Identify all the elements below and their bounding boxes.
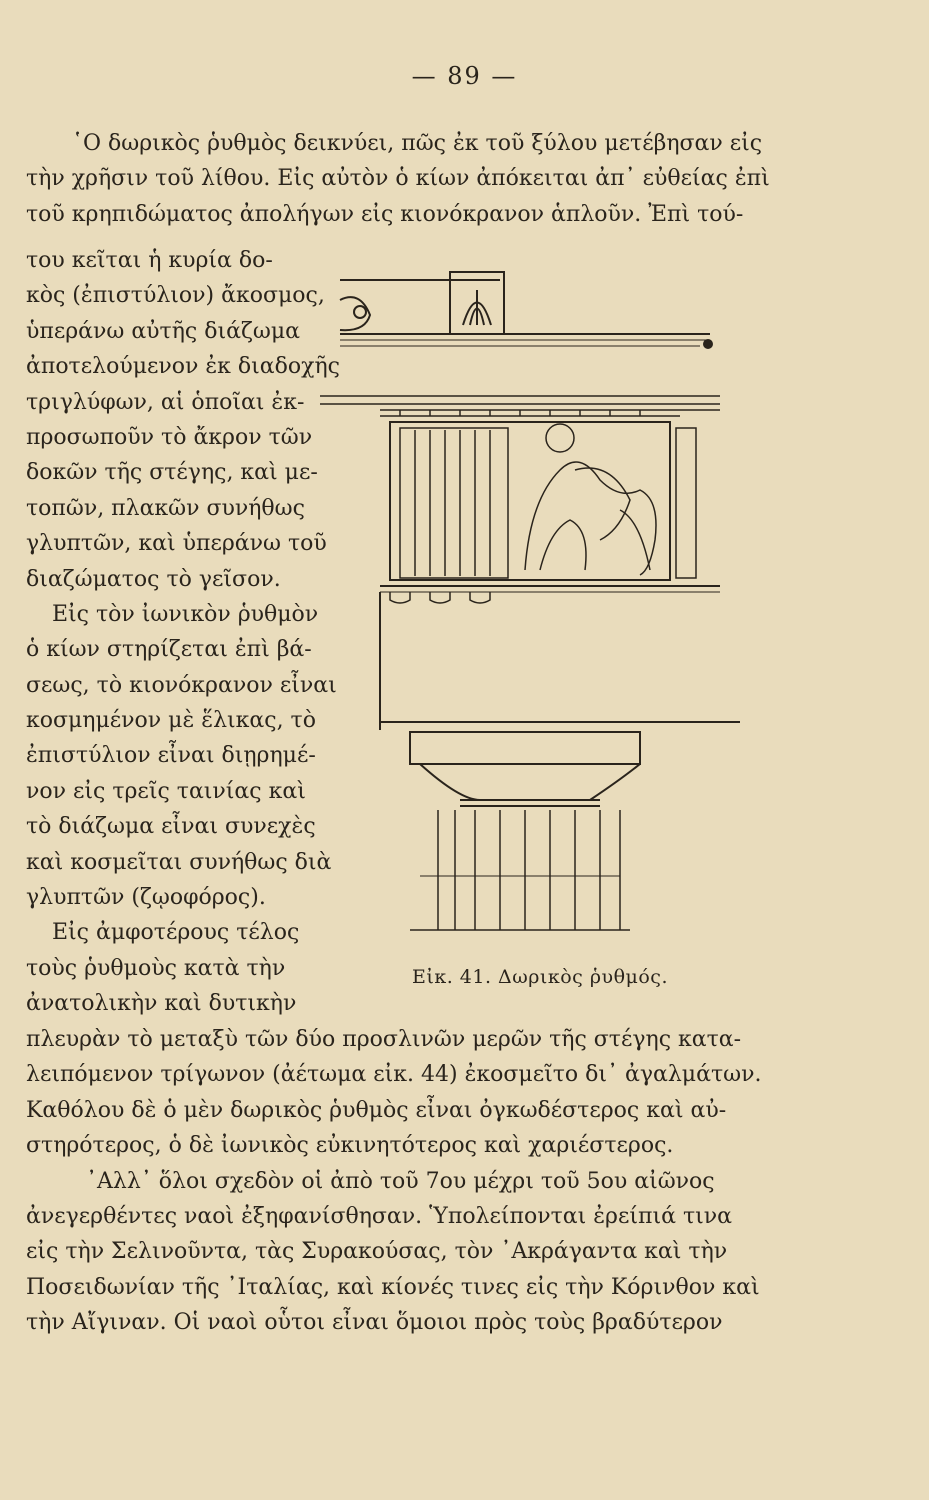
text-line: ἐπιστύλιον εἶναι διῃρημέ- [26,743,316,769]
text-line: τὴν χρῆσιν τοῦ λίθου. Εἰς αὐτὸν ὁ κίων ἀπόκειται ἀπ᾿ εὐθείας ἐπὶ [26,166,770,192]
intro-paragraph [26,126,770,232]
text-line: Καθόλου δὲ ὁ μὲν δωρικὸς ῥυθμὸς εἶναι ὀγκωδέστερος καὶ αὐ- [26,1097,727,1123]
text-line: γλυπτῶν (ζῳοφόρος). [26,885,266,911]
text-line: νον εἰς τρεῖς ταινίας καὶ [26,778,306,804]
text-line: στηρότερος, ὁ δὲ ἰωνικὸς εὐκινητότερος καὶ χαριέστερος. [26,1133,674,1159]
text-line: τὴν Αἴγιναν. Οἱ ναοὶ οὗτοι εἶναι ὅμοιοι πρὸς τοὺς βραδύτερον [26,1310,723,1336]
text-line: κοσμημένον μὲ ἕλικας, τὸ [26,708,316,734]
figure-caption: Εἰκ. 41. Δωρικὸς ῥυθμός. [412,966,668,988]
metope-relief [525,424,656,575]
text-line: Ποσειδωνίαν τῆς ᾿Ιταλίας, καὶ κίονές τινες εἰς τὴν Κόρινθον καὶ [26,1274,760,1300]
text-line: ὑπεράνω αὐτῆς διάζωμα [26,318,300,344]
mutules [320,396,720,416]
text-line: ὁ κίων στηρίζεται ἐπὶ βά- [26,637,312,663]
text-line: τοὺς ῥυθμοὺς κατὰ τὴν [26,955,286,981]
text-line: ᾿Αλλ᾿ ὅλοι σχεδὸν οἱ ἀπὸ τοῦ 7ου μέχρι τοῦ 5ου αἰῶνος [86,1168,715,1194]
text-line: κὸς (ἐπιστύλιον) ἄκοσμος, [26,283,325,309]
text-line: ἀνατολικὴν καὶ δυτικὴν [26,991,297,1017]
text-line: τοῦ κρηπιδώματος ἀπολήγων εἰς κιονόκρανον ἁπλοῦν. Ἐπὶ τού- [26,201,744,227]
text-line: δοκῶν τῆς στέγης, καὶ με- [26,460,318,486]
text-line: εἰς τὴν Σελινοῦντα, τὰς Συρακούσας, τὸν ᾿Ακράγαντα καὶ τὴν [26,1239,728,1265]
text-line: πλευρὰν τὸ μεταξὺ τῶν δύο προσλινῶν μερῶν τῆς στέγης κατα- [26,1027,742,1052]
left-column-text [26,243,340,1022]
text-line: τὸ διάζωμα εἶναι συνεχὲς [26,814,316,840]
column-shaft [410,810,630,930]
text-line: γλυπτῶν, καὶ ὑπεράνω τοῦ [26,531,327,557]
text-line: λειπόμενον τρίγωνον (ἀέτωμα εἰκ. 44) ἐκοσμεῖτο δι᾿ ἀγαλμάτων. [26,1062,762,1088]
doric-order-illustration [320,270,760,950]
page-number: — 89 — [411,62,518,90]
architrave [380,586,740,730]
cornice [340,272,712,348]
capital [410,732,640,806]
frieze [390,422,696,580]
text-line: σεως, τὸ κιονόκρανον εἶναι [26,672,337,698]
text-line: τοπῶν, πλακῶν συνήθως [26,495,305,521]
text-line: ῾Ο δωρικὸς ῥυθμὸς δεικνύει, πῶς ἐκ τοῦ ξύλου μετέβησαν εἰς [72,131,763,156]
bottom-paragraph [26,1022,762,1341]
text-line: προσωποῦν τὸ ἄκρον τῶν [26,424,313,450]
text-line: τριγλύφων, αἱ ὁποῖαι ἐκ- [26,389,305,415]
text-line: διαζώματος τὸ γεῖσον. [26,566,281,592]
text-line: ἀποτελούμενον ἐκ διαδοχῆς [26,354,340,380]
text-line: Εἰς τὸν ἰωνικὸν ῥυθμὸν [52,601,319,627]
text-line: Εἰς ἀμφοτέρους τέλος [52,920,300,946]
text-line: καὶ κοσμεῖται συνήθως διὰ [26,849,332,875]
text-line: ἀνεγερθέντες ναοὶ ἐξηφανίσθησαν. Ὑπολείπονται ἐρείπιά τινα [26,1203,732,1229]
text-line: του κεῖται ἡ κυρία δο- [26,248,273,273]
